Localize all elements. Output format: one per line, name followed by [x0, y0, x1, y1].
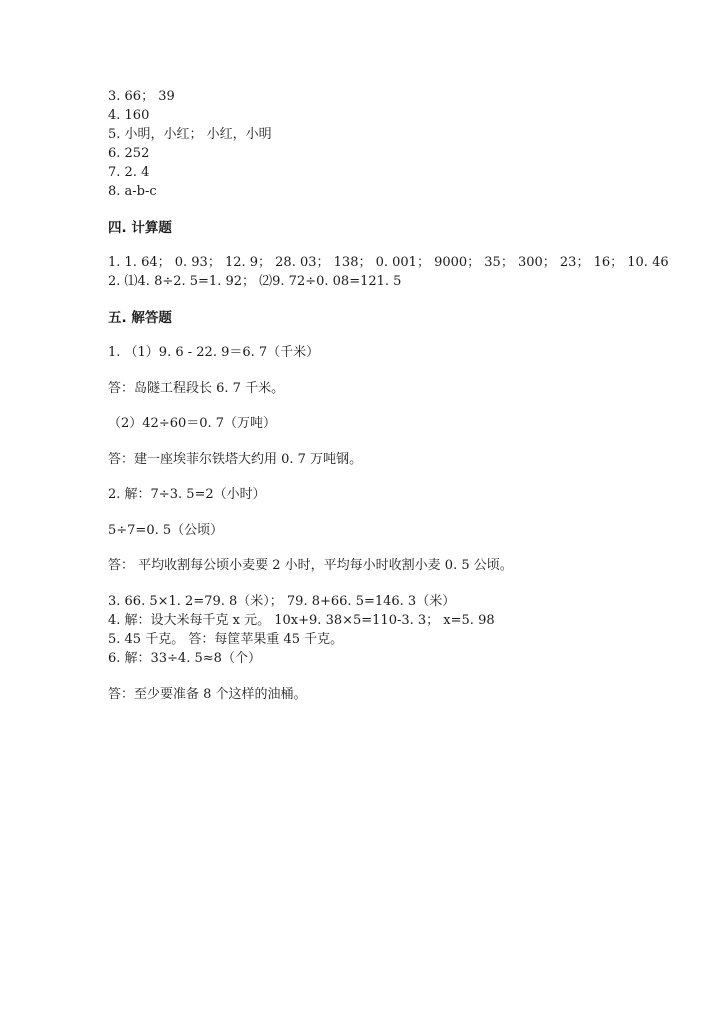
answer-line-4: 4. 160 — [108, 108, 150, 123]
answer-line-8: 8. a-b-c — [108, 184, 157, 199]
answer-line-3: 3. 66； 39 — [108, 89, 175, 104]
solution-line: 答： 平均收割每公顷小麦要 2 小时，平均每小时收割小麦 0. 5 公顷。 — [108, 558, 513, 573]
answer-line-6: 6. 252 — [108, 146, 150, 161]
solution-line: 答：岛隧工程段长 6. 7 千米。 — [108, 381, 285, 396]
solution-line: 3. 66. 5×1. 2=79. 8（米）； 79. 8+66. 5=146. 3（米） — [108, 594, 456, 609]
solution-line: 答：建一座埃菲尔铁塔大约用 0. 7 万吨钢。 — [108, 452, 363, 467]
calculation-line-1: 1. 1. 64； 0. 93； 12. 9； 28. 03； 138； 0. 001； 9000； 35； 300； 23； 16； 10. 46 — [108, 255, 669, 270]
section-heading-calculation: 四. 计算题 — [108, 220, 172, 236]
solution-line: （2）42÷60＝0. 7（万吨） — [108, 416, 277, 431]
answer-line-5: 5. 小明，小红； 小红，小明 — [108, 127, 272, 142]
solution-line: 2. 解：7÷3. 5=2（小时） — [108, 487, 266, 502]
section-heading-solutions: 五. 解答题 — [108, 310, 172, 326]
solution-line: 4. 解：设大米每千克 x 元。 10x+9. 38×5=110-3. 3； x=5. 98 — [108, 613, 495, 628]
calculation-line-2: 2. ⑴4. 8÷2. 5=1. 92； ⑵9. 72÷0. 08=121. 5 — [108, 274, 402, 289]
solution-line: 6. 解：33÷4. 5≈8（个） — [108, 651, 261, 666]
solution-line: 5÷7=0. 5（公顷） — [108, 523, 224, 538]
solution-line: 5. 45 千克。 答：每筐苹果重 45 千克。 — [108, 632, 344, 647]
answer-line-7: 7. 2. 4 — [108, 165, 150, 180]
solution-line: 1. （1）9. 6 - 22. 9＝6. 7（千米） — [108, 345, 320, 360]
solution-line: 答：至少要准备 8 个这样的油桶。 — [108, 687, 307, 702]
